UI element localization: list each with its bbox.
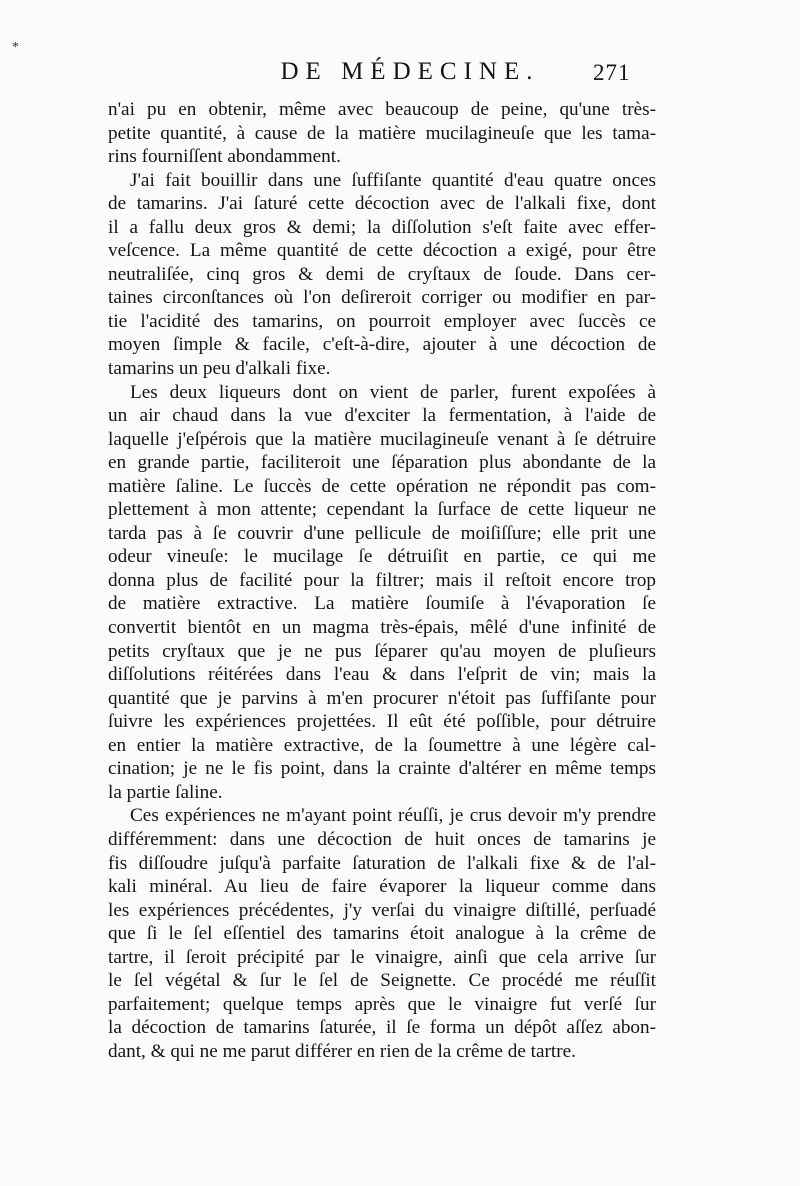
text-line: neutraliſée, cinq gros & demi de cryſtaux de ſoude. Dans cer- [108, 263, 656, 285]
text-line: tarda pas à ſe couvrir d'une pellicule de moiſiſſure; elle prit une [108, 522, 656, 544]
text-line: tie l'acidité des tamarins, on pourroit employer avec ſuccès ce [108, 310, 656, 332]
text-line: J'ai fait bouillir dans une ſuffiſante quantité d'eau quatre onces [130, 169, 656, 191]
text-line: moyen ſimple & facile, c'eſt-à-dire, ajouter à une décoction de [108, 334, 656, 356]
running-title: DE MÉDECINE. [280, 58, 540, 85]
text-line: tamarins un peu d'alkali fixe. [108, 358, 331, 380]
text-line: le ſel végétal & ſur le ſel de Seignette. Ce procédé me réuſſit [108, 970, 656, 992]
text-line: de tamarins. J'ai ſaturé cette décoction avec de l'alkali fixe, dont [108, 193, 656, 215]
text-line: Ces expériences ne m'ayant point réuſſi, je crus devoir m'y prendre [130, 805, 656, 827]
text-line: dant, & qui ne me parut différer en rien de la crême de tartre. [108, 1040, 576, 1062]
text-line: en entier la matière extractive, de la ſoumettre à une légère cal- [108, 734, 656, 756]
text-line: veſcence. La même quantité de cette décoction a exigé, pour être [108, 240, 656, 262]
text-line: matière ſaline. Le ſuccès de cette opération ne répondit pas com- [108, 475, 656, 497]
text-line: taines circonſtances où l'on deſireroit corriger ou modifier en par- [108, 287, 656, 309]
page-number: 271 [593, 60, 631, 85]
text-line: rins fourniſſent abondamment. [108, 146, 341, 168]
text-line: que ſi le ſel eſſentiel des tamarins étoit analogue à la crême de [108, 923, 656, 945]
text-line: Les deux liqueurs dont on vient de parler, furent expoſées à [130, 381, 656, 403]
text-line: un air chaud dans la vue d'exciter la fermentation, à l'aide de [108, 405, 656, 427]
text-line: parfaitement; quelque temps après que le vinaigre fut verſé ſur [108, 993, 656, 1015]
text-line: fis diſſoudre juſqu'à parfaite ſaturation de l'alkali fixe & de l'al- [108, 852, 656, 874]
text-line: la partie ſaline. [108, 781, 223, 803]
text-line: de matière extractive. La matière ſoumiſe à l'évaporation ſe [108, 593, 656, 615]
text-line: cination; je ne le fis point, dans la crainte d'altérer en même temps [108, 758, 656, 780]
text-line: donna plus de facilité pour la filtrer; mais il reſtoit encore trop [108, 569, 656, 591]
text-line: kali minéral. Au lieu de faire évaporer la liqueur comme dans [108, 876, 656, 898]
text-line: la décoction de tamarins ſaturée, il ſe forma un dépôt aſſez abon- [108, 1017, 656, 1039]
margin-mark: * [12, 40, 19, 55]
text-line: diſſolutions réitérées dans l'eau & dans l'eſprit de vin; mais la [108, 664, 656, 686]
text-line: différemment: dans une décoction de huit onces de tamarins je [108, 828, 656, 850]
text-line: plettement à mon attente; cependant la ſurface de cette liqueur ne [108, 499, 656, 521]
text-line: odeur vineuſe: le mucilage ſe détruiſit en partie, ce qui me [108, 546, 656, 568]
text-line: tartre, il ſeroit précipité par le vinaigre, ainſi que cela arrive ſur [108, 946, 656, 968]
text-line: n'ai pu en obtenir, même avec beaucoup de peine, qu'une très- [108, 99, 656, 120]
text-line: en grande partie, faciliteroit une ſéparation plus abondante de la [108, 452, 656, 474]
body-text [108, 98, 656, 1063]
text-line: il a fallu deux gros & demi; la diſſolution s'eſt faite avec effer- [108, 216, 656, 238]
text-line: les expériences précédentes, j'y verſai du vinaigre diſtillé, perſuadé [108, 899, 656, 921]
text-line: convertit bientôt en un magma très-épais, mêlé d'une infinité de [108, 617, 656, 639]
text-line: petite quantité, à cause de la matière mucilagineuſe que les tama- [108, 122, 656, 144]
text-line: quantité que je parvins à m'en procurer n'étoit pas ſuffiſante pour [108, 687, 656, 709]
text-line: petits cryſtaux que je ne pus ſéparer qu'au moyen de pluſieurs [108, 640, 656, 662]
text-line: ſuivre les expériences projettées. Il eût été poſſible, pour détruire [108, 711, 656, 733]
text-line: laquelle j'eſpérois que la matière mucilagineuſe venant à ſe détruire [108, 428, 656, 450]
